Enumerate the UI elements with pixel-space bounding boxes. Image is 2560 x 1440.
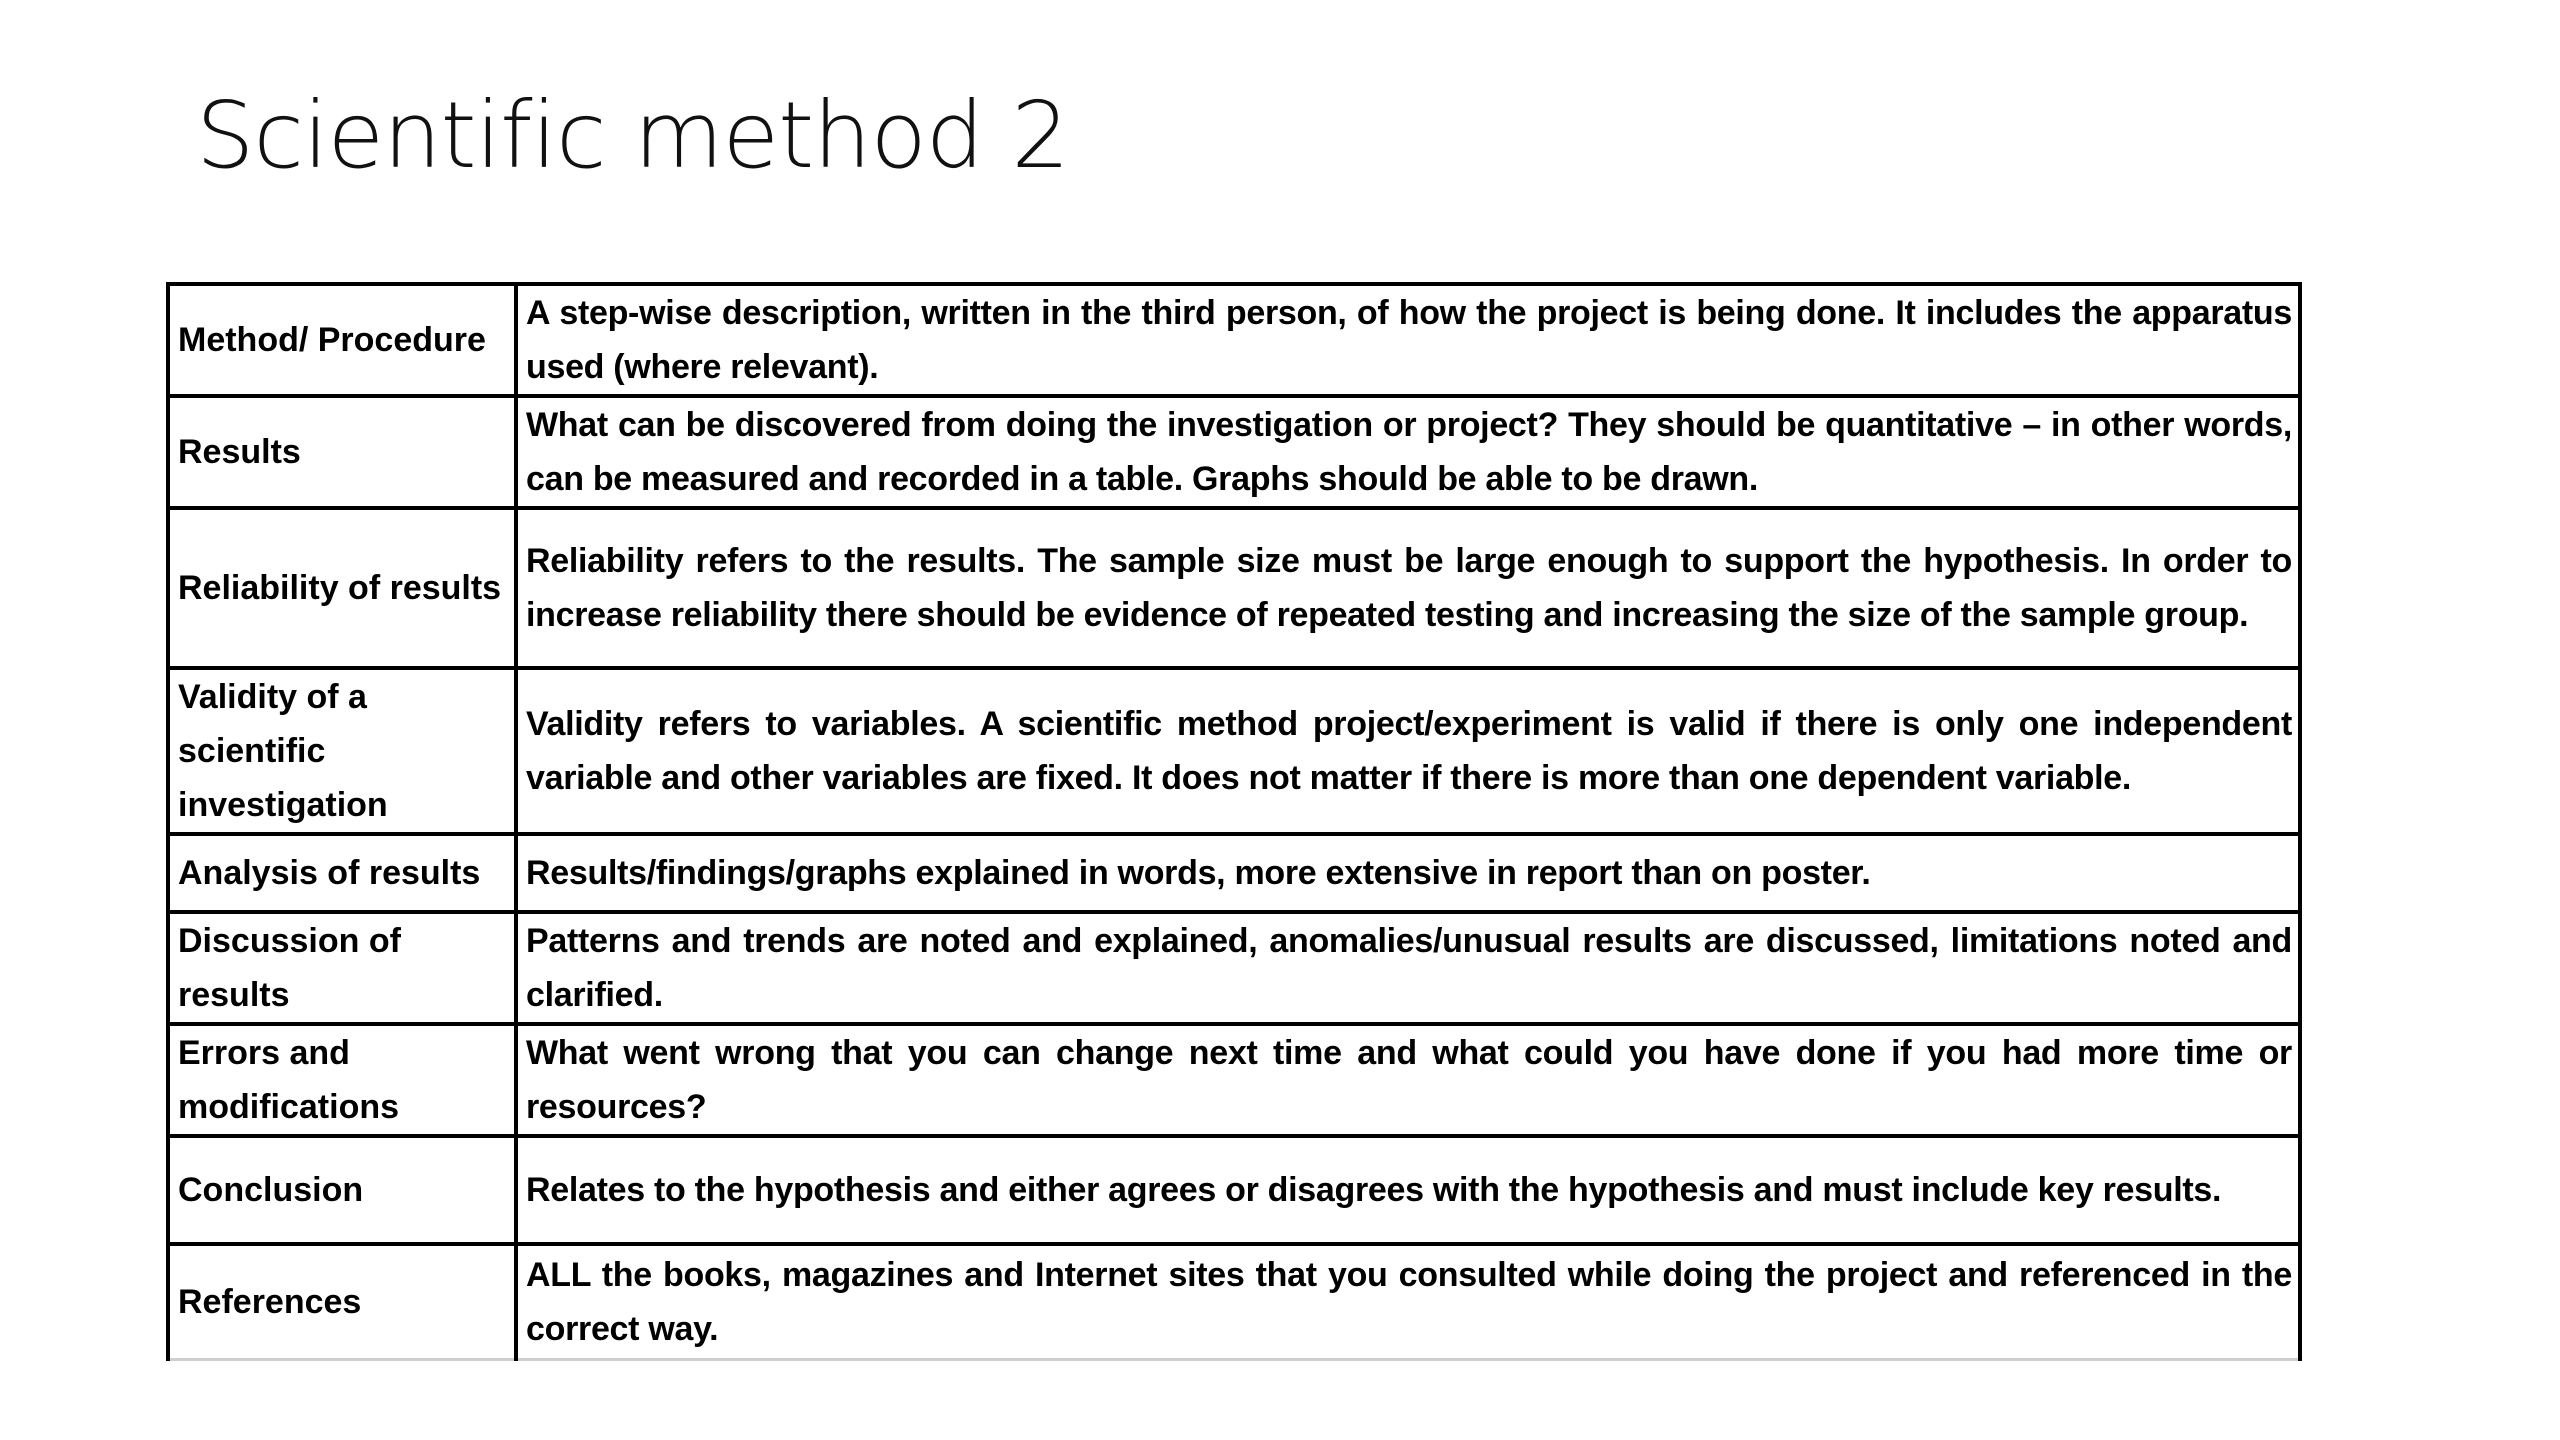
- term-cell: Discussion of results: [168, 912, 516, 1024]
- description-cell: Results/findings/graphs explained in words, more extensive in report than on poster.: [516, 834, 2300, 912]
- description-cell: Validity refers to variables. A scientific method project/experiment is valid if there is only one independent variable and other variables are fixed. It does not matter if there is more than one dependent variable.: [516, 668, 2300, 834]
- term-cell: Analysis of results: [168, 834, 516, 912]
- table-row: [168, 834, 2300, 912]
- description-cell: Reliability refers to the results. The sample size must be large enough to support the hypothesis. In order to increase reliability there should be evidence of repeated testing and increasing the size of the sample group.: [516, 508, 2300, 668]
- criteria-table: [166, 282, 2302, 1361]
- term-cell: Reliability of results: [168, 508, 516, 668]
- table-row: [168, 668, 2300, 834]
- description-cell: ALL the books, magazines and Internet sites that you consulted while doing the project and referenced in the correct way.: [516, 1244, 2300, 1360]
- description-cell: What can be discovered from doing the investigation or project? They should be quantitative – in other words, can be measured and recorded in a table. Graphs should be able to be drawn.: [516, 396, 2300, 508]
- term-cell: Validity of a scientific investigation: [168, 668, 516, 834]
- description-cell: A step-wise description, written in the third person, of how the project is being done. It includes the apparatus used (where relevant).: [516, 284, 2300, 396]
- term-cell: Method/ Procedure: [168, 284, 516, 396]
- criteria-table-container: [166, 282, 2298, 1361]
- table-row: [168, 284, 2300, 396]
- table-row: [168, 912, 2300, 1024]
- term-cell: References: [168, 1244, 516, 1360]
- term-cell: Results: [168, 396, 516, 508]
- table-row: [168, 1136, 2300, 1244]
- table-row: [168, 1244, 2300, 1360]
- description-cell: Patterns and trends are noted and explained, anomalies/unusual results are discussed, limitations noted and clarified.: [516, 912, 2300, 1024]
- description-cell: What went wrong that you can change next time and what could you have done if you had more time or resources?: [516, 1024, 2300, 1136]
- table-row: [168, 1024, 2300, 1136]
- table-row: [168, 508, 2300, 668]
- table-row: [168, 396, 2300, 508]
- term-cell: Conclusion: [168, 1136, 516, 1244]
- term-cell: Errors and modifications: [168, 1024, 516, 1136]
- description-cell: Relates to the hypothesis and either agrees or disagrees with the hypothesis and must include key results.: [516, 1136, 2300, 1244]
- slide-title: Scientific method 2: [196, 82, 1069, 189]
